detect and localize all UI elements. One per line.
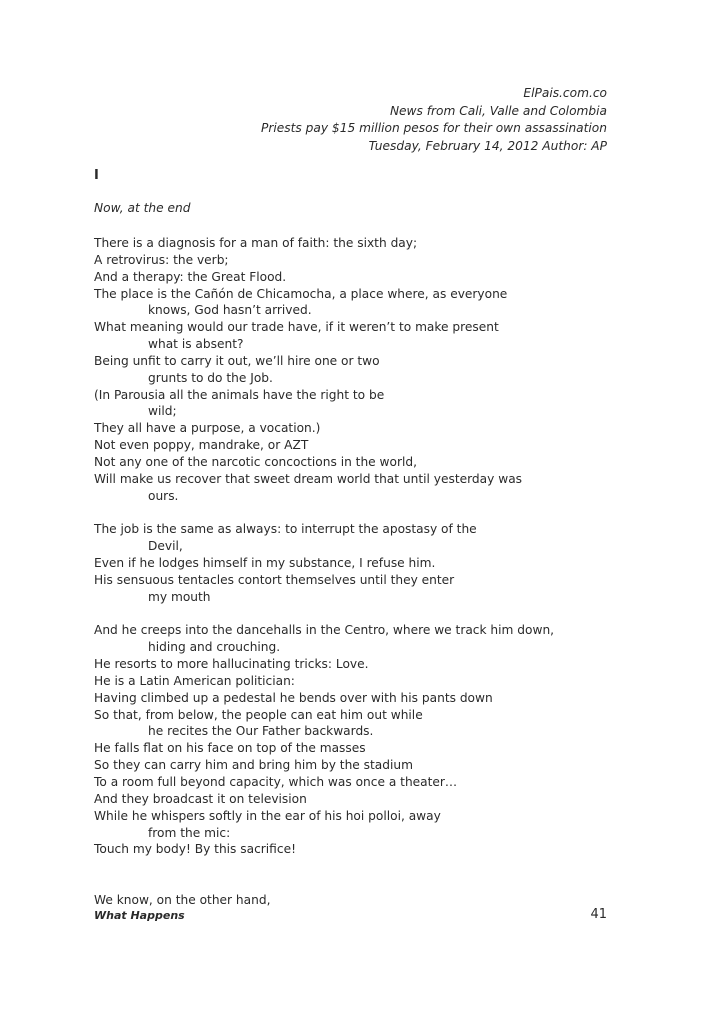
poem-line-continuation: wild; <box>148 404 177 419</box>
poem-line: Not any one of the narcotic concoctions in the world, <box>94 454 417 469</box>
poem-line: His sensuous tentacles contort themselves until they enter <box>94 572 455 587</box>
poem-line: Being unfit to carry it out, we’ll hire one or two <box>94 353 380 368</box>
epigraph-headline: Priests pay $15 million pesos for their own assassination <box>261 121 607 136</box>
poem-line-continuation: what is absent? <box>148 337 244 352</box>
poem-body <box>94 235 614 909</box>
poem-line: And a therapy: the Great Flood. <box>94 269 287 284</box>
poem-subtitle: Now, at the end <box>94 201 191 215</box>
epigraph-dateline: Tuesday, February 14, 2012 Author: AP <box>368 138 607 153</box>
poem-line: There is a diagnosis for a man of faith: the sixth day; <box>94 236 418 250</box>
poem-line: Touch my body! By this sacrifice! <box>94 842 296 857</box>
epigraph <box>261 85 607 155</box>
poem-line: He falls flat on his face on top of the masses <box>94 741 366 756</box>
poem-line-continuation: from the mic: <box>148 825 231 840</box>
poem-line-continuation: grunts to do the Job. <box>148 370 273 385</box>
poem-line: He is a Latin American politician: <box>94 673 295 688</box>
poem-line: A retrovirus: the verb; <box>94 252 229 267</box>
poem-line: To a room full beyond capacity, which was once a theater… <box>94 775 458 789</box>
poem-line: They all have a purpose, a vocation.) <box>94 421 321 436</box>
poem-line: Will make us recover that sweet dream world that until yesterday was <box>94 471 523 486</box>
running-footer-title: What Happens <box>94 909 185 922</box>
poem-line: Not even poppy, mandrake, or AZT <box>94 438 309 453</box>
poem-line-continuation: ours. <box>148 488 179 503</box>
poem-line: While he whispers softly in the ear of his hoi polloi, away <box>94 808 441 823</box>
section-number: I <box>94 168 99 183</box>
poem-line: So that, from below, the people can eat him out while <box>94 707 423 722</box>
poem-line-continuation: Devil, <box>148 539 183 554</box>
poem-line: The place is the Cañón de Chicamocha, a place where, as everyone <box>94 286 508 301</box>
poem-line: What meaning would our trade have, if it weren’t to make present <box>94 320 499 335</box>
poem-line: And he creeps into the dancehalls in the Centro, where we track him down, <box>94 623 555 638</box>
poem-line-continuation: my mouth <box>148 589 211 604</box>
poem-line: We know, on the other hand, <box>94 892 271 907</box>
poem-line: He resorts to more hallucinating tricks: Love. <box>94 657 369 672</box>
epigraph-source: ElPais.com.co <box>523 86 607 100</box>
poem-line: Even if he lodges himself in my substance, I refuse him. <box>94 556 436 571</box>
poem-line: (In Parousia all the animals have the right to be <box>94 387 385 402</box>
poem-line-continuation: he recites the Our Father backwards. <box>148 724 374 739</box>
poem-line: And they broadcast it on television <box>94 791 307 806</box>
stanza-break <box>94 505 614 522</box>
stanza-break <box>94 858 614 892</box>
page-number: 41 <box>590 907 607 922</box>
stanza-break <box>94 606 614 623</box>
poem-line-continuation: hiding and crouching. <box>148 640 281 655</box>
poem-line: Having climbed up a pedestal he bends over with his pants down <box>94 690 493 705</box>
epigraph-section: News from Cali, Valle and Colombia <box>389 103 607 118</box>
poem-line-continuation: knows, God hasn’t arrived. <box>148 303 312 318</box>
poem-line: The job is the same as always: to interrupt the apostasy of the <box>94 522 477 537</box>
poem-line: So they can carry him and bring him by the stadium <box>94 758 413 773</box>
